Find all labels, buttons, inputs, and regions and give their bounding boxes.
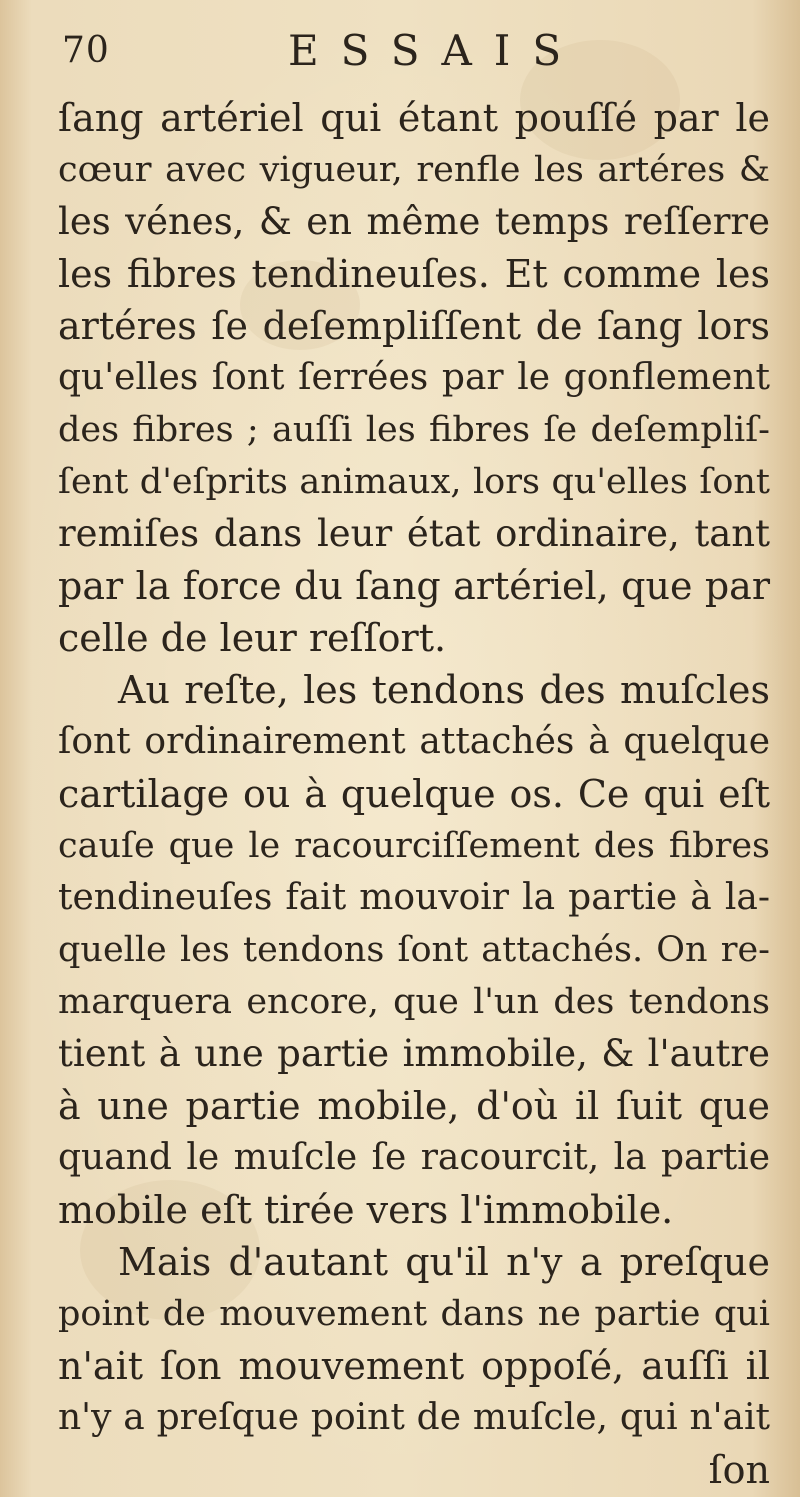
text-line: point de mouvement dans ne partie qui bbox=[58, 1294, 770, 1334]
text-line: cauſe que le racourciſſement des fibres bbox=[58, 826, 770, 866]
text-line: n'y a preſque point de muſcle, qui n'ait bbox=[58, 1397, 770, 1438]
text-line: ſent d'eſprits animaux, lors qu'elles ſont bbox=[58, 462, 770, 502]
text-line: cartilage ou à quelque os. Ce qui eſt bbox=[58, 772, 770, 816]
text-line: quelle les tendons ſont attachés. On re- bbox=[58, 930, 770, 970]
text-line: ſang artériel qui étant pouſſé par le bbox=[58, 96, 770, 140]
text-line: Mais d'autant qu'il n'y a preſque bbox=[118, 1240, 770, 1284]
text-line: ſont ordinairement attachés à quelque bbox=[58, 721, 770, 762]
text-line: n'ait ſon mouvement oppoſé, auſſi il bbox=[58, 1344, 770, 1388]
text-line: tendineuſes fait mouvoir la partie à la- bbox=[58, 877, 770, 918]
text-line: artéres ſe deſempliſſent de ſang lors bbox=[58, 304, 770, 348]
text-line: Au reſte, les tendons des muſcles bbox=[118, 668, 770, 712]
text-line: à une partie mobile, d'où il ſuit que bbox=[58, 1084, 770, 1128]
text-line: les vénes, & en même temps reſſerre bbox=[58, 200, 770, 243]
text-line: par la force du ſang artériel, que par bbox=[58, 564, 770, 608]
text-line: des fibres ; auſſi les fibres ſe deſempliſ- bbox=[58, 410, 770, 450]
text-line: remiſes dans leur état ordinaire, tant bbox=[58, 512, 770, 555]
text-line: celle de leur reſſort. bbox=[58, 616, 447, 660]
text-line: mobile eſt tirée vers l'immobile. bbox=[58, 1188, 674, 1232]
text-line: quand le muſcle ſe racourcit, la partie bbox=[58, 1137, 770, 1178]
text-line: tient à une partie immobile, & l'autre bbox=[58, 1032, 770, 1075]
running-head: ESSAIS bbox=[288, 26, 584, 75]
page-header bbox=[52, 22, 752, 82]
text-line: marquera encore, que l'un des tendons bbox=[58, 982, 770, 1022]
text-line: qu'elles ſont ſerrées par le gonflement bbox=[58, 357, 770, 398]
text-line: les fibres tendineuſes. Et comme les bbox=[58, 252, 770, 296]
catchword: ſon bbox=[708, 1448, 770, 1492]
page-number: 70 bbox=[62, 30, 110, 71]
text-line: cœur avec vigueur, renfle les artéres & bbox=[58, 150, 770, 190]
